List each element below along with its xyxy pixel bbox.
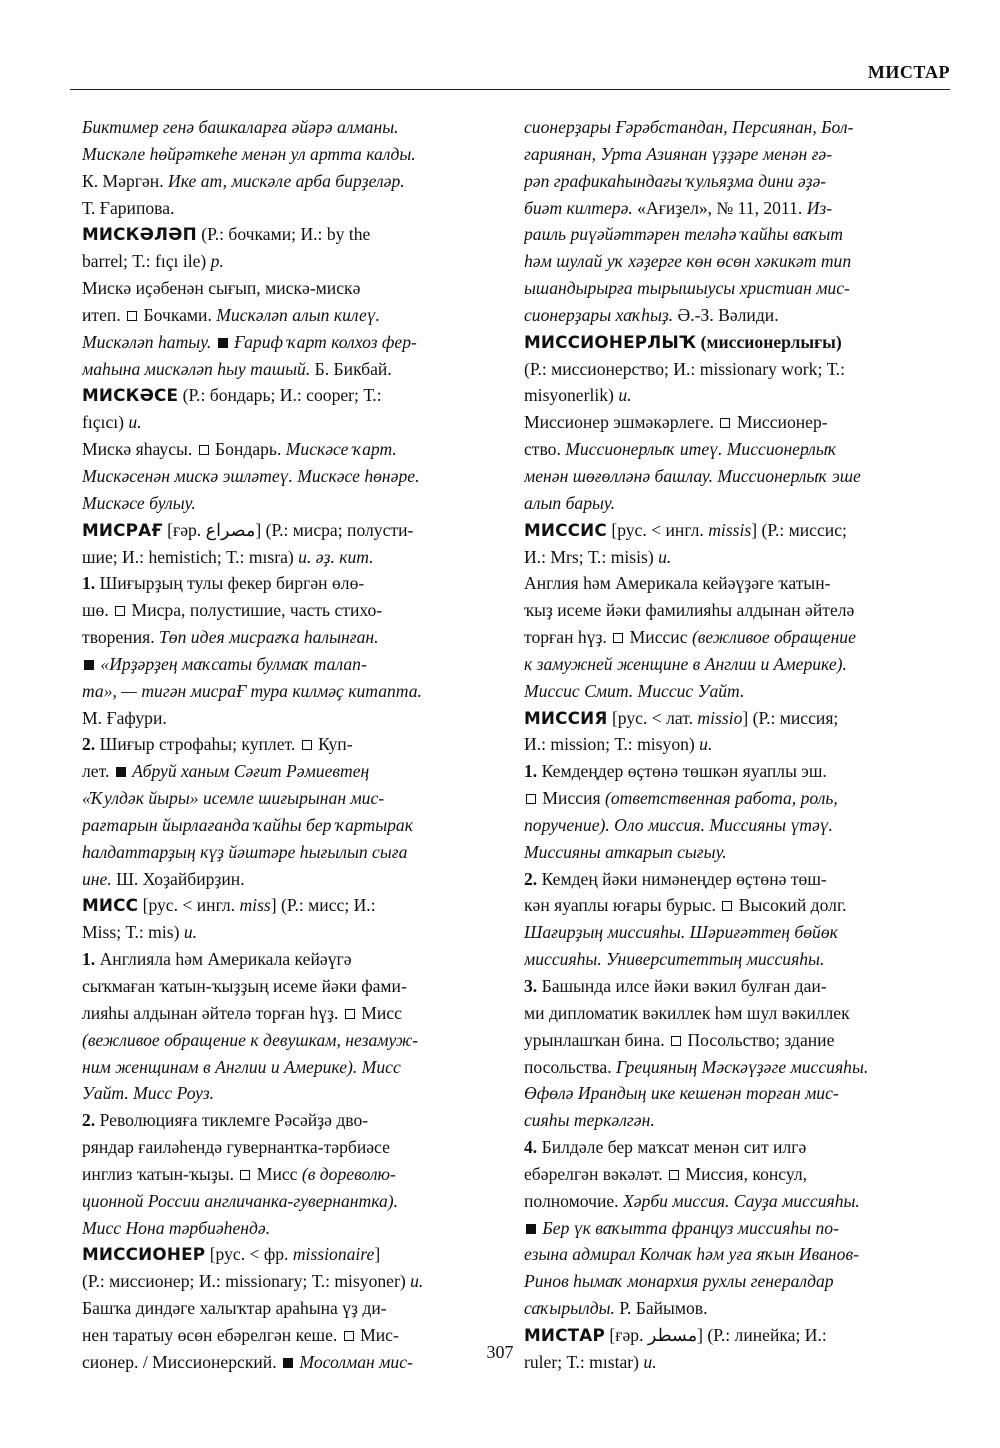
text-run: лет. bbox=[82, 761, 114, 782]
text-line bbox=[524, 812, 932, 839]
italic-text: Биктимер генә башкаларға әйәрә алманы. bbox=[82, 117, 399, 137]
text-run: посольства. bbox=[524, 1056, 617, 1077]
text-line bbox=[82, 382, 490, 409]
text-run: Ш. Хоҙайбирҙин. bbox=[111, 868, 245, 889]
italic-text: ышандырырға тырышыусы христиан мис- bbox=[524, 278, 850, 299]
text-run: 1. bbox=[82, 949, 96, 970]
text-run: итеп. bbox=[82, 304, 126, 325]
text-line bbox=[524, 221, 932, 248]
text-line bbox=[524, 356, 932, 383]
text-run: Кемдең йәки нимәнеңдер өҫтөнә төш- bbox=[537, 868, 827, 889]
text-run: [ғәр. مصراع] (Р.: мисра; полусти- bbox=[162, 519, 414, 540]
italic-text: маһына мискәләп һыу ташый. bbox=[82, 358, 311, 379]
headword: МИСРАҒ bbox=[82, 519, 163, 540]
text-run: Куп- bbox=[313, 734, 353, 755]
text-run: Бондарь. bbox=[210, 439, 286, 460]
equivalent-marker-icon bbox=[240, 1170, 250, 1180]
text-run: Кемдеңдер өҫтөнә төшкән яуаплы эш. bbox=[537, 761, 827, 782]
text-line bbox=[82, 463, 490, 490]
italic-text: Өфөлә Ирандың ике кешенән торған мис- bbox=[524, 1083, 839, 1104]
italic-text: биәт килтерә. bbox=[524, 197, 633, 218]
italic-text: Мисс Нона тәрбиәһендә. bbox=[82, 1217, 271, 1238]
text-run: Англия һәм Америкала кейәүҙәге ҡатын- bbox=[524, 573, 831, 594]
text-line bbox=[82, 919, 490, 946]
text-run: (Р.: бочками; И.: by the bbox=[196, 224, 371, 245]
text-line bbox=[524, 114, 932, 141]
text-run: Мис- bbox=[355, 1324, 399, 1345]
text-line bbox=[82, 329, 490, 356]
text-line bbox=[524, 1107, 932, 1134]
text-run: ебәрелгән вәкәләт. bbox=[524, 1163, 668, 1184]
italic-text: р. bbox=[210, 251, 224, 272]
text-run: шө. bbox=[82, 600, 114, 621]
text-line bbox=[82, 624, 490, 651]
citation-marker-icon bbox=[116, 767, 126, 777]
text-line bbox=[82, 1241, 490, 1268]
citation-marker-icon bbox=[84, 660, 94, 670]
text-line bbox=[524, 517, 932, 544]
text-line bbox=[82, 946, 490, 973]
equivalent-marker-icon bbox=[722, 901, 732, 911]
text-line bbox=[524, 946, 932, 973]
text-run: Высокий долг. bbox=[734, 895, 847, 916]
italic-text: и. bbox=[128, 412, 142, 433]
text-run: Башында илсе йәки вәкил булған даи- bbox=[537, 976, 827, 996]
italic-text: Мискәле һөйрәткеһе менән ул артта калды. bbox=[82, 143, 416, 164]
text-line bbox=[524, 1188, 932, 1215]
text-line bbox=[82, 1107, 490, 1134]
italic-text: Мискәсе ҡарт. bbox=[285, 439, 397, 460]
text-line bbox=[524, 329, 932, 356]
text-line bbox=[82, 758, 490, 785]
text-line bbox=[524, 624, 932, 651]
text-run: [рус. < ингл. bbox=[138, 895, 240, 916]
text-run: ство. bbox=[524, 439, 566, 460]
text-line bbox=[524, 758, 932, 785]
text-run: Билдәле бер маҡсат менән сит илгә bbox=[537, 1137, 807, 1158]
text-line bbox=[82, 812, 490, 839]
equivalent-marker-icon bbox=[344, 1331, 354, 1341]
italic-text: и. bbox=[643, 1351, 657, 1372]
text-run: сыҡмаған ҡатын-ҡыҙҙың исеме йәки фами- bbox=[82, 976, 407, 996]
text-line bbox=[82, 221, 490, 248]
text-line bbox=[82, 195, 490, 222]
italic-text: Мискәсе булыу. bbox=[82, 492, 196, 513]
text-run: Шиғыр строфаһы; куплет. bbox=[95, 734, 300, 755]
italic-text: һалдаттарҙың күҙ йәштәре һығылып сыға bbox=[82, 841, 408, 862]
italic-text: ним женщинам в Англии и Америке). Мисс bbox=[82, 1056, 401, 1077]
text-run: Мискә иҫәбенән сығып, мискә-мискә bbox=[82, 278, 361, 299]
text-line bbox=[524, 892, 932, 919]
text-run: Посольство; здание bbox=[683, 1029, 835, 1050]
italic-text: та», — тигән мисраҒ тура килмәҫ китапта. bbox=[82, 680, 422, 701]
text-run: И.: mission; Т.: misyon) bbox=[524, 734, 700, 755]
text-line bbox=[82, 1054, 490, 1081]
italic-text: (в дореволю- bbox=[301, 1163, 396, 1184]
text-run: [рус. < лат. bbox=[607, 707, 698, 728]
text-line bbox=[82, 892, 490, 919]
text-line bbox=[524, 570, 932, 597]
text-line bbox=[82, 1000, 490, 1027]
text-line bbox=[524, 866, 932, 893]
text-line bbox=[82, 1215, 490, 1242]
text-run: 2. bbox=[82, 734, 96, 755]
equivalent-marker-icon bbox=[199, 445, 209, 455]
text-run: Шиғырҙың тулы фекер биргән өлө- bbox=[95, 573, 365, 594]
italic-text: и. bbox=[183, 922, 198, 943]
citation-marker-icon bbox=[526, 1224, 536, 1234]
text-line bbox=[82, 141, 490, 168]
text-run: Мискә яһаусы. bbox=[82, 439, 197, 460]
text-line bbox=[82, 785, 490, 812]
citation-marker-icon bbox=[218, 338, 228, 348]
italic-text: и. bbox=[658, 546, 672, 567]
text-line bbox=[82, 356, 490, 383]
right-column bbox=[524, 114, 932, 1376]
text-run: лияһы алдынан әйтелә торған һүҙ. bbox=[82, 1002, 343, 1023]
italic-text: Уайт. Мисс Роуз. bbox=[82, 1083, 215, 1104]
italic-text: (вежливое обращение к девушкам, незамуж- bbox=[82, 1029, 419, 1050]
text-line bbox=[524, 1080, 932, 1107]
text-run: misyonerlik) bbox=[524, 385, 619, 406]
italic-text: Мискәләп алып килеү. bbox=[216, 304, 380, 325]
italic-text: missionaire bbox=[292, 1244, 375, 1265]
italic-text: «Ҡулдәк йыры» исемле шиғырынан мис- bbox=[82, 788, 385, 809]
italic-text: поручение). Оло миссия. Миссияны үтәү. bbox=[524, 814, 833, 835]
italic-text: саҡырылды. bbox=[524, 1298, 615, 1319]
text-run: сионер. / Миссионерский. bbox=[82, 1351, 282, 1372]
text-line bbox=[82, 168, 490, 195]
equivalent-marker-icon bbox=[720, 418, 730, 428]
text-line bbox=[524, 597, 932, 624]
italic-text: миссияһы. Университеттың миссияһы. bbox=[524, 949, 825, 970]
text-line bbox=[82, 731, 490, 758]
italic-text: Миссис Смит. Миссис Уайт. bbox=[524, 680, 745, 701]
italic-text: гариянан, Урта Азиянан үҙҙәре менән ғә- bbox=[524, 143, 833, 164]
text-line bbox=[524, 731, 932, 758]
text-line bbox=[524, 302, 932, 329]
italic-text: Мосолман мис- bbox=[295, 1351, 413, 1372]
text-run: полномочие. bbox=[524, 1190, 623, 1211]
headword: МИССИОНЕРЛЫҠ bbox=[524, 331, 697, 352]
text-line bbox=[82, 866, 490, 893]
text-line bbox=[82, 114, 490, 141]
text-run: творения. bbox=[82, 627, 159, 648]
headword: МИСТАР bbox=[524, 1324, 605, 1345]
equivalent-marker-icon bbox=[669, 1170, 679, 1180]
text-line bbox=[524, 651, 932, 678]
headword: МИСС bbox=[82, 895, 139, 916]
text-line bbox=[524, 1215, 932, 1242]
italic-text: Миссияны аткарып сығыу. bbox=[524, 841, 727, 862]
headword: МИССИС bbox=[524, 519, 607, 540]
text-run: Бочками. bbox=[139, 304, 217, 325]
italic-text: (ответственная работа, роль, bbox=[604, 788, 838, 809]
text-line bbox=[524, 839, 932, 866]
text-line bbox=[82, 678, 490, 705]
text-run: инглиз ҡатын-ҡыҙы. bbox=[82, 1163, 239, 1184]
text-run: 1. bbox=[524, 761, 538, 782]
text-run: Миссия bbox=[538, 788, 605, 809]
headword: МИССИЯ bbox=[524, 707, 608, 728]
text-line bbox=[82, 490, 490, 517]
equivalent-marker-icon bbox=[613, 633, 623, 643]
equivalent-marker-icon bbox=[671, 1036, 681, 1046]
text-line bbox=[82, 1161, 490, 1188]
headword: МИСКӘСЕ bbox=[82, 385, 179, 406]
text-run: И.: Mrs; Т.: misis) bbox=[524, 546, 659, 567]
text-line bbox=[524, 705, 932, 732]
text-run: (Р.: бондарь; И.: cooper; Т.: bbox=[178, 385, 382, 406]
text-run: шие; И.: hemistich; Т.: mısra) bbox=[82, 546, 299, 567]
text-line bbox=[524, 1134, 932, 1161]
text-line bbox=[524, 248, 932, 275]
text-run: barrel; Т.: fıçı ile) bbox=[82, 251, 211, 272]
text-run: ] bbox=[374, 1244, 381, 1265]
text-line bbox=[524, 1000, 932, 1027]
text-run: (миссионерлығы) bbox=[696, 331, 842, 352]
italic-text: Ике ат, мискәле арба бирҙеләр. bbox=[168, 170, 405, 191]
italic-text: алып барыу. bbox=[524, 492, 616, 513]
text-line bbox=[82, 839, 490, 866]
italic-text: Грецияның Мәскәүҙәге миссияһы. bbox=[616, 1056, 869, 1077]
italic-text: miss bbox=[239, 895, 271, 916]
text-run: урынлашҡан бина. bbox=[524, 1029, 670, 1050]
italic-text: езына адмирал Колчак һәм уға яҡын Иванов- bbox=[524, 1244, 859, 1265]
equivalent-marker-icon bbox=[115, 606, 125, 616]
italic-text: рағтарын йырлағанда ҡайһы бер ҡартырак bbox=[82, 814, 413, 835]
text-run: (Р.: миссионер; И.: missionary; Т.: misyoner) bbox=[82, 1271, 411, 1292]
text-run: ] (Р.: мисс; И.: bbox=[270, 895, 376, 916]
text-run: 1. bbox=[82, 573, 96, 594]
text-line bbox=[82, 705, 490, 732]
text-run: ми дипломатик вәкиллек һәм шул вәкиллек bbox=[524, 1002, 850, 1023]
text-run: 2. bbox=[82, 1110, 96, 1131]
text-line bbox=[82, 248, 490, 275]
text-run: Miss; Т.: mis) bbox=[82, 922, 184, 943]
text-line bbox=[82, 544, 490, 571]
text-line bbox=[524, 1027, 932, 1054]
text-run: Б. Бикбай. bbox=[310, 358, 392, 379]
text-run: 2. bbox=[524, 868, 538, 889]
text-run: [рус. < ингл. bbox=[606, 519, 709, 540]
italic-text: Из- bbox=[806, 197, 833, 218]
running-head bbox=[70, 60, 950, 90]
equivalent-marker-icon bbox=[127, 311, 137, 321]
italic-text: Ринов һымаҡ монархия рухлы генералдар bbox=[524, 1271, 834, 1292]
text-run: Р. Байымов. bbox=[614, 1298, 708, 1319]
text-run: нен таратыу өсөн ебәрелгән кеше. bbox=[82, 1324, 342, 1345]
text-run: ruler; Т.: mıstar) bbox=[524, 1351, 644, 1372]
running-head-word: МИСТАР bbox=[867, 62, 950, 82]
text-line bbox=[524, 490, 932, 517]
text-run: ] (Р.: миссия; bbox=[742, 707, 839, 728]
italic-text: Мискәсенән мискә эшләтеү. Мискәсе һөнәре. bbox=[82, 465, 420, 486]
text-run: Ә.-З. Вәлиди. bbox=[673, 304, 779, 325]
text-run: [рус. < фр. bbox=[205, 1244, 293, 1265]
text-line bbox=[82, 597, 490, 624]
equivalent-marker-icon bbox=[345, 1009, 355, 1019]
text-line bbox=[524, 919, 932, 946]
equivalent-marker-icon bbox=[302, 740, 312, 750]
text-line bbox=[82, 517, 490, 544]
italic-text: Бер үк ваҡытта француз миссияһы по- bbox=[538, 1217, 839, 1238]
text-run: ] (Р.: миссис; bbox=[751, 519, 847, 540]
text-run: Мисс bbox=[356, 1002, 402, 1023]
text-run: Англияла һәм Америкала кейәүгә bbox=[95, 949, 352, 970]
text-run: Мисра, полустишие, часть стихо- bbox=[127, 600, 383, 621]
text-run: [ғәр. مسطر] (Р.: линейка; И.: bbox=[605, 1324, 827, 1345]
italic-text: missis bbox=[708, 519, 752, 540]
text-line bbox=[524, 678, 932, 705]
text-line bbox=[82, 1188, 490, 1215]
italic-text: Хәрби миссия. Сауҙа миссияһы. bbox=[622, 1190, 860, 1211]
italic-text: Мискәләп һатыу. bbox=[82, 331, 216, 352]
text-run: Миссия, консул, bbox=[681, 1163, 808, 1184]
text-line bbox=[524, 1054, 932, 1081]
text-line bbox=[524, 785, 932, 812]
italic-text: Абруй ханым Сәғит Рәмиевтең bbox=[127, 761, 370, 782]
text-run: Мисс bbox=[252, 1163, 302, 1184]
text-run: торған һүҙ. bbox=[524, 627, 612, 648]
italic-text: Шағирҙың миссияһы. Шәриғәттең бөйөк bbox=[524, 922, 838, 943]
text-line bbox=[524, 382, 932, 409]
text-line bbox=[524, 275, 932, 302]
text-line bbox=[82, 973, 490, 1000]
italic-text: Ғариф ҡарт колхоз фер- bbox=[229, 331, 417, 352]
text-line bbox=[82, 1295, 490, 1322]
italic-text: рәп графикаһындағы ҡульяҙма дини әҙә- bbox=[524, 170, 827, 191]
headword: МИСКӘЛӘП bbox=[82, 224, 197, 245]
text-run: Башҡа диндәге халыҡтар араһына үҙ ди- bbox=[82, 1298, 387, 1319]
italic-text: сионерҙары Ғәрәбстандан, Персиянан, Бол- bbox=[524, 117, 854, 137]
italic-text: сионерҙары хаҡһыҙ. bbox=[524, 304, 674, 325]
text-line bbox=[82, 302, 490, 329]
text-line bbox=[524, 973, 932, 1000]
equivalent-marker-icon bbox=[526, 794, 536, 804]
text-line bbox=[82, 651, 490, 678]
headword: МИССИОНЕР bbox=[82, 1244, 206, 1265]
text-run: Революцияға тиклемге Рәсәйҙә дво- bbox=[95, 1110, 369, 1131]
italic-text: «Ирҙәрҙең маҡсаты булмаҡ талап- bbox=[96, 653, 367, 674]
italic-text: ине. bbox=[82, 868, 112, 889]
text-line bbox=[82, 1027, 490, 1054]
italic-text: ционной России англичанка-гувернантка). bbox=[82, 1190, 399, 1211]
text-run: кән яуаплы юғары бурыс. bbox=[524, 895, 721, 916]
italic-text: и. bbox=[618, 385, 632, 406]
text-line bbox=[82, 436, 490, 463]
text-run: М. Ғафури. bbox=[82, 707, 167, 728]
text-line bbox=[82, 409, 490, 436]
text-line bbox=[524, 168, 932, 195]
text-run: Миссис bbox=[625, 627, 692, 648]
left-column bbox=[82, 114, 490, 1376]
italic-text: и. bbox=[699, 734, 713, 755]
italic-text: и. bbox=[410, 1271, 424, 1292]
text-run: К. Мәргән. bbox=[82, 170, 169, 191]
text-run: ряндар ғаиләһендә гувернантка-тәрбиәсе bbox=[82, 1137, 390, 1158]
text-line bbox=[82, 275, 490, 302]
italic-text: missio bbox=[697, 707, 743, 728]
text-line bbox=[524, 1161, 932, 1188]
text-run: (Р.: миссионерство; И.: missionary work; Т.: bbox=[524, 358, 846, 379]
text-run: Миссионер- bbox=[732, 412, 828, 433]
italic-text: сияһы теркәлгән. bbox=[524, 1110, 655, 1131]
text-line bbox=[82, 570, 490, 597]
italic-text: к замужней женщине в Англии и Америке). bbox=[524, 653, 847, 674]
italic-text: и. әҙ. кит. bbox=[298, 546, 374, 567]
text-line bbox=[524, 195, 932, 222]
italic-text: менән шөғөлләнә башлау. Миссионерлыҡ эше bbox=[524, 465, 861, 486]
italic-text: (вежливое обращение bbox=[691, 627, 856, 648]
text-run: fıçıcı) bbox=[82, 412, 129, 433]
text-line bbox=[524, 1241, 932, 1268]
text-run: 3. bbox=[524, 976, 538, 996]
text-line bbox=[524, 141, 932, 168]
text-run: «Ағиҙел», № 11, 2011. bbox=[632, 197, 807, 218]
text-line bbox=[524, 409, 932, 436]
text-line bbox=[524, 544, 932, 571]
text-line bbox=[524, 436, 932, 463]
text-line bbox=[524, 1295, 932, 1322]
text-run: Т. Ғарипова. bbox=[82, 197, 175, 218]
italic-text: һәм шулай уҡ хәҙерге көн өсөн хәкикәт тип bbox=[524, 251, 852, 272]
italic-text: Миссионерлыҡ итеү. Миссионерлыҡ bbox=[565, 439, 837, 460]
text-run: ҡыҙ исеме йәки фамилияһы алдынан әйтелә bbox=[524, 600, 855, 621]
text-line bbox=[82, 1080, 490, 1107]
text-line bbox=[524, 463, 932, 490]
text-line bbox=[82, 1134, 490, 1161]
text-run: 4. bbox=[524, 1137, 538, 1158]
page-number: 307 bbox=[486, 1342, 514, 1362]
text-run: Миссионер эшмәкәрлеге. bbox=[524, 412, 719, 433]
text-line bbox=[524, 1268, 932, 1295]
italic-text: раиль риүәйәттәрен теләһә ҡайһы ваҡыт bbox=[524, 224, 843, 245]
text-line bbox=[82, 1268, 490, 1295]
italic-text: Төп идея мисрағҡа һалынған. bbox=[159, 627, 379, 648]
